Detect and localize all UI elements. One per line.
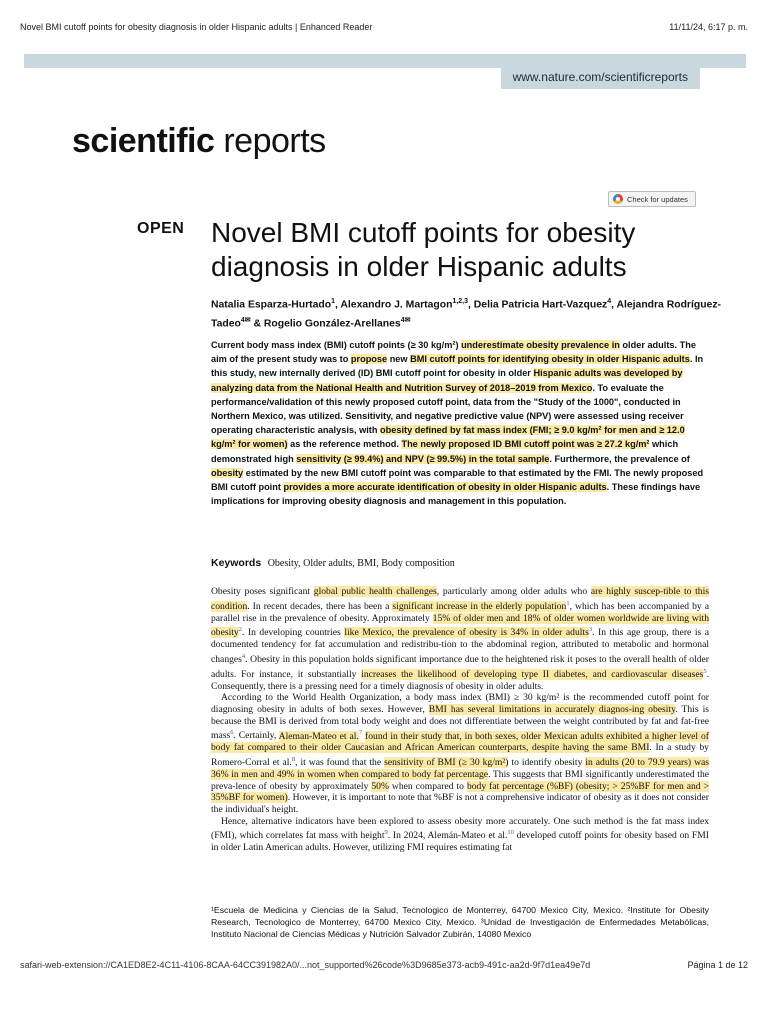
text-run: . In developing countries bbox=[241, 627, 345, 639]
text-run: . In this age group, there is a documented tendency for fat accumulation and redistribu-tion to the abdominal region, attributed to metabolic and hormonal changes bbox=[211, 627, 710, 666]
text-run: . In this study, new internally derived (ID) BMI cutoff point for obesity in older bbox=[211, 354, 704, 379]
print-footer-url: safari-web-extension://CA1ED8E2-4C11-4106-8CAA-64CC391982A0/...not_supported%26code%3D9685e373-acb9-491c-aa2d-9f7d1ea49e7d bbox=[20, 960, 591, 970]
journal-name-light: reports bbox=[223, 122, 326, 160]
abstract bbox=[211, 338, 709, 508]
author-affiliation-marker: 1,2,3 bbox=[452, 298, 468, 305]
author-name[interactable]: Natalia Esparza-Hurtado bbox=[211, 299, 332, 311]
article-title-line-1: Novel BMI cutoff points for obesity bbox=[211, 217, 636, 248]
author-name[interactable]: Rogelio González-Arellanes bbox=[263, 318, 401, 330]
highlighted-text: underestimate obesity prevalence in bbox=[461, 340, 620, 350]
highlighted-text: BMI cutoff points for identifying obesity in older Hispanic adults bbox=[410, 354, 690, 365]
text-run: , it was found that the bbox=[295, 757, 385, 769]
text-run: . In recent decades, there has been a bbox=[247, 600, 393, 612]
body-paragraph bbox=[211, 692, 709, 815]
highlighted-text: Hispanic adults was developed by analyzing data from the National Health and Nutrition Survey of 2018–2019 from Mexico bbox=[211, 368, 683, 393]
print-footer-page: Página 1 de 12 bbox=[687, 960, 748, 970]
reference-link[interactable]: 9 bbox=[384, 829, 388, 837]
reference-link[interactable]: 3 bbox=[588, 626, 593, 634]
text-run: . In a study by Romero-Corral et al. bbox=[211, 742, 709, 769]
highlighted-text: Aleman-Mateo et al. bbox=[278, 730, 359, 742]
check-for-updates-label: Check for updates bbox=[627, 194, 688, 204]
reference-link[interactable]: 5 bbox=[703, 667, 707, 675]
author-affiliation-marker: 4✉ bbox=[400, 317, 411, 325]
article-title-line-2: diagnosis in older Hispanic adults bbox=[211, 251, 627, 282]
text-run: older adults. The aim of the present study was to bbox=[211, 340, 696, 365]
check-for-updates-button[interactable] bbox=[608, 191, 696, 207]
journal-url-tab[interactable] bbox=[501, 65, 700, 89]
author-affiliation-marker: 1 bbox=[331, 298, 336, 305]
highlighted-text: obesity bbox=[211, 467, 244, 478]
text-run: . This suggests that BMI significantly underestimated the preva-lence of obesity by approximately bbox=[211, 768, 709, 792]
body-paragraph bbox=[211, 816, 709, 854]
highlighted-text: body fat percentage (%BF) (obesity; > 25%BF for men and > 35%BF for women) bbox=[211, 780, 709, 804]
text-run: . Consequently, there is a pressing need for a timely diagnosis of obesity in older adults. bbox=[211, 668, 709, 692]
highlighted-text: global public health challenges bbox=[313, 586, 437, 597]
article-body bbox=[211, 586, 709, 854]
highlighted-text: like Mexico, the prevalence of obesity is 34% in older adults bbox=[344, 627, 589, 639]
text-run: . However, it is important to note that %BF is not a comprehensive indicator of obesity as it does not consider the individual's height. bbox=[211, 792, 709, 816]
reference-link[interactable]: 6 bbox=[230, 729, 234, 737]
text-run: new bbox=[387, 354, 411, 365]
text-run: as the reference method. bbox=[287, 439, 402, 450]
text-run: . Certainly, bbox=[233, 730, 279, 742]
highlighted-text: The newly proposed ID BMI cutoff point was ≥ 27.2 kg/m² bbox=[401, 439, 650, 450]
crossmark-icon bbox=[613, 194, 623, 204]
reference-link[interactable]: 1 bbox=[566, 599, 570, 607]
text-run: . This is because the BMI is derived from total body weight and does not differentiate between the weight contributed by fat and fat-free mass bbox=[211, 704, 709, 742]
author-name[interactable]: Delia Patricia Hart-Vazquez bbox=[473, 299, 608, 311]
text-run: . Obesity in this population holds significant importance due to the heightened risk it poses to the overall health of older adults. For instance, it substantially bbox=[211, 654, 709, 680]
author-list: Natalia Esparza-Hurtado$^1$, Alexandro J. Martagon$^{1,2,3}$, Delia Patricia Hart-Vazquez$^4$, Alejandra Rodríguez-Tadeo$^{4✉}$ & Rogelio González-Arellanes$^{4✉}$ bbox=[211, 298, 721, 330]
author-affiliation-marker: 4 bbox=[607, 298, 612, 305]
article-page bbox=[24, 54, 746, 949]
print-footer bbox=[0, 960, 768, 970]
text-run: estimated by the new BMI cutoff point was comparable to that estimated by the FMI. The newly proposed BMI cutoff point bbox=[211, 467, 704, 493]
keywords-list: Obesity, Older adults, BMI, Body composition bbox=[267, 558, 455, 569]
text-run: According to the World Health Organization, a body mass index (BMI) ≥ 30 kg/m² is the recommended cutoff point for diagnosing obesity in adults of both sexes. However, bbox=[211, 692, 709, 716]
highlighted-text: in adults (20 to 79.9 years) was 36% in men and 49% in women when compared to body fat percentage bbox=[211, 757, 710, 780]
text-run: Current body mass index (BMI) cutoff points (≥ 30 kg/m²) bbox=[211, 340, 462, 350]
keywords bbox=[211, 557, 709, 569]
reference-link[interactable]: 4 bbox=[241, 652, 246, 660]
body-paragraph bbox=[211, 586, 709, 692]
text-run: to identify obesity bbox=[508, 757, 586, 769]
highlighted-text: provides a more accurate identification of obesity in older Hispanic adults bbox=[283, 482, 607, 493]
author-name[interactable]: Alexandro J. Martagon bbox=[340, 299, 453, 311]
author-name[interactable]: Alejandra Rodríguez-Tadeo bbox=[211, 299, 721, 330]
reference-link[interactable]: 10 bbox=[507, 829, 514, 837]
highlighted-text: sensitivity of BMI (≥ 30 kg/m²) bbox=[384, 757, 509, 769]
text-run: Hence, alternative indicators have been explored to assess obesity more accurately. One such method is the fat mass index (FMI), which correlates fat mass with height bbox=[211, 815, 709, 842]
journal-logo bbox=[72, 122, 326, 161]
article-title bbox=[211, 216, 711, 284]
highlighted-text: propose bbox=[350, 354, 388, 365]
print-header-title: Novel BMI cutoff points for obesity diagnosis in older Hispanic adults | Enhanced Reader bbox=[20, 22, 373, 32]
highlighted-text: are highly suscep-tible to this condition bbox=[211, 586, 709, 612]
affiliations: ¹Escuela de Medicina y Ciencias de la Salud, Tecnologico de Monterrey, 64700 Mexico City, Mexico. ²Institute for Obesity Research, Tecnologico de Monterrey, 64700 Mexico City, Mexico. ³Unidad de Investigación de Enfermedades Metabólicas, Instituto Nacional de Ciencias Médicas y Nutrición Salvador Zubirán, 14080 Mexico bbox=[211, 905, 709, 939]
highlighted-text: increases the likelihood of developing type II diabetes, and cardiovascular diseases bbox=[361, 668, 704, 680]
highlighted-text: significant increase in the elderly population bbox=[392, 600, 567, 612]
author-affiliation-marker: 4✉ bbox=[240, 317, 251, 325]
text-run: . In 2024, Alemán-Mateo et al. bbox=[387, 830, 508, 842]
highlighted-text: 15% of older men and 18% of older women worldwide are living with obesity bbox=[211, 612, 709, 639]
journal-url[interactable]: www.nature.com/scientificreports bbox=[512, 70, 688, 84]
print-header bbox=[0, 22, 768, 32]
text-run: Obesity poses significant bbox=[211, 586, 314, 597]
text-run: when compared to bbox=[388, 780, 467, 792]
highlighted-text: sensitivity (≥ 99.4%) and NPV (≥ 99.5%) in the total sample bbox=[296, 453, 550, 464]
text-run: . Furthermore, the prevalence of bbox=[549, 453, 690, 464]
journal-name-bold: scientific bbox=[72, 122, 215, 160]
text-run: developed cutoff points for obesity based on FMI in older Latin American adults. However, utilizing FMI requires estimating fat bbox=[211, 830, 709, 854]
highlighted-text: 50% bbox=[371, 780, 389, 792]
text-run: , particularly among older adults who bbox=[436, 586, 591, 597]
reference-link[interactable]: 7 bbox=[358, 729, 363, 737]
text-run: which demonstrated high bbox=[211, 439, 679, 464]
open-access-label: OPEN bbox=[137, 220, 185, 237]
reference-link[interactable]: 8 bbox=[291, 756, 296, 764]
text-run: . To evaluate the performance/validation of this newly proposed cutoff point, data from the "Study of the 1000", conducted in Northern Mexico, was utilized. Sensitivity, and negative predictive value (NPV) were assessed using receiver operating characteristic analysis, with bbox=[211, 382, 684, 436]
highlighted-text: obesity defined by fat mass index (FMI; ≥ 9.0 kg/m² for men and ≥ 12.0 kg/m² for women) bbox=[211, 425, 685, 450]
reference-link[interactable]: 2 bbox=[238, 626, 242, 634]
keywords-label: Keywords bbox=[211, 557, 262, 569]
highlighted-text: found in their study that, in both sexes, older Mexican adults exhibited a higher level of body fat compared to their older Caucasian and African American counterparts, despite having the same BMI bbox=[211, 730, 709, 754]
text-run: , which has been accompanied by a parallel rise in the prevalence of obesity. Approximately bbox=[211, 600, 709, 624]
text-run: . These findings have implications for improving obesity diagnosis and management in this population. bbox=[211, 482, 701, 507]
highlighted-text: BMI has several limitations in accurately diagnos-ing obesity bbox=[428, 704, 676, 716]
print-header-datetime: 11/11/24, 6:17 p. m. bbox=[669, 22, 748, 32]
